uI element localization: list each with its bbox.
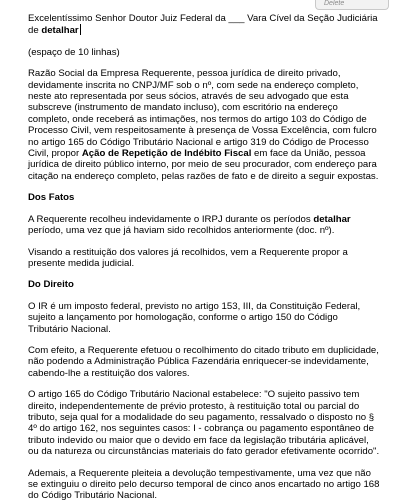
intro-text: Razão Social da Empresa Requerente, pessoa jurídica de direito privado, devidamente inscrita no CNPJ/MF sob o nº, com sede na endereço completo, neste ato representada por seus sócios, através de seu advogado que esta subscreve (instrumento de mandato incluso), com escritório na endereço completo, onde receberá as intimações, nos termos do artigo 103 do Código de Processo Civil, vem respeitosamente à presença de Vossa Excelência, com fulcro no artigo 165 do Código Tributário Nacional e artigo 319 do Código de Processo Civil, propor bbox=[28, 68, 377, 160]
header-paragraph bbox=[28, 13, 380, 37]
action-title: Ação de Repetição de Indébito Fiscal bbox=[81, 148, 252, 160]
fatos-paragraph-2: Visando a restituição dos valores já recolhidos, vem a Requerente propor a presente medida judicial. bbox=[28, 246, 348, 269]
intro-paragraph bbox=[28, 68, 380, 182]
direito-paragraph-1: O IR é um imposto federal, previsto no artigo 153, III, da Constituição Federal, sujeito a lançamento por homologação, conforme o artigo 150 do Código Tributário Nacional. bbox=[28, 300, 361, 335]
header-placeholder: detalhar bbox=[41, 25, 79, 37]
section-heading-direito: Do Direito bbox=[28, 279, 74, 291]
spacing-note: (espaço de 10 linhas) bbox=[28, 46, 120, 58]
period-placeholder: detalhar bbox=[313, 213, 351, 225]
header-text: Excelentíssimo Senhor Doutor Juiz Federal da ___ Vara Cível da Seção Judiciária de bbox=[28, 13, 378, 37]
delete-tab[interactable] bbox=[315, 0, 389, 10]
direito-paragraph-3: O artigo 165 do Código Tributário Nacional estabelece: "O sujeito passivo tem direito, independentemente de prévio protesto, à restituição total ou parcial do tributo, seja qual for a modalidade do seu pagamento, ressalvado o disposto no § 4º do artigo 162, nos seguintes casos: I - cobrança ou pagamento espontâneo de tributo indevido ou maior que o devido em face da legislação tributária aplicável, ou da natureza ou circunstâncias materiais do fato gerador efetivamente ocorrido". bbox=[28, 389, 380, 458]
direito-paragraph-4: Ademais, a Requerente pleiteia a devolução tempestivamente, uma vez que não se extinguiu o direito pelo decurso temporal de cinco anos encartado no artigo 168 do Código Tributário Nacional. bbox=[28, 467, 380, 502]
fatos-paragraph-1: A Requerente recolheu indevidamente o IRPJ durante os períodos detalhar período, uma vez que já haviam sido recolhidos anteriormente (doc. nº). bbox=[28, 213, 351, 237]
section-heading-fatos: Dos Fatos bbox=[28, 192, 75, 204]
delete-tab-label: Delete bbox=[324, 0, 345, 7]
text-cursor bbox=[80, 24, 81, 35]
document-body[interactable] bbox=[28, 13, 380, 502]
intro-text-after: em face da União, pessoa jurídica de direito público interno, por meio de seu procurador, com endereço para citação na endereço completo, pelas razões de fato e de direito a seguir expostas. bbox=[28, 148, 379, 182]
direito-paragraph-2: Com efeito, a Requerente efetuou o recolhimento do citado tributo em duplicidade, não podendo a Administração Pública Fazendária enriquecer-se indevidamente, cabendo-lhe a restituição dos valores. bbox=[28, 344, 379, 379]
